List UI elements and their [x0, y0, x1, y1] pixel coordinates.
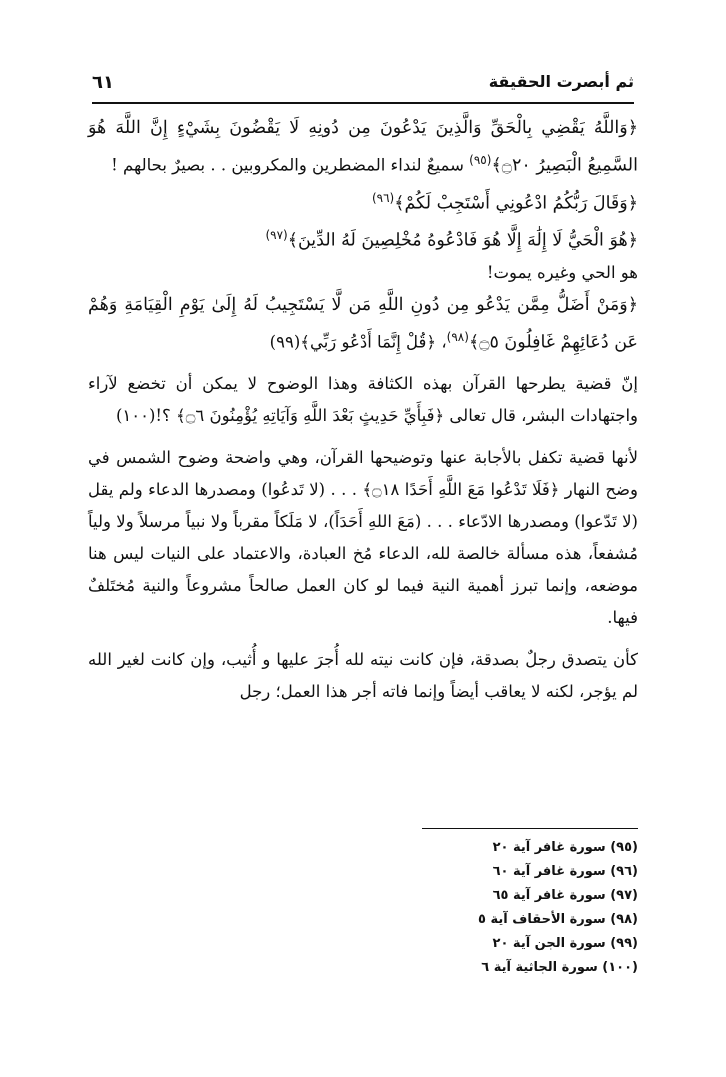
page-number: ٦١: [92, 72, 114, 93]
footnote-reference[interactable]: (٩٨): [446, 329, 469, 344]
paragraph-gap: [88, 358, 638, 368]
quran-verse: ﴿هُوَ الْحَيُّ لَا إِلَٰهَ إِلَّا هُوَ فَادْعُوهُ مُخْلِصِينَ لَهُ الدِّينَ﴾: [287, 230, 638, 251]
verse-paragraph: [88, 219, 638, 257]
paragraph-gap: [88, 634, 638, 644]
header-divider: [92, 102, 634, 104]
paragraph-tail-text: ، ﴿قُلْ إِنَّمَا أَدْعُو رَبِّي﴾(٩٩): [269, 332, 447, 351]
footnote-item: (٩٥) سورة غافر آية ٢٠: [492, 840, 638, 855]
footnote-reference[interactable]: (٩٦): [371, 190, 395, 205]
footnote-item: (٩٦) سورة غافر آية ٦٠: [492, 864, 638, 879]
paragraph-text: هو الحي وغيره يموت!: [486, 262, 638, 282]
footnote-item: (٩٧) سورة غافر آية ٦٥: [492, 888, 638, 903]
quran-verse: ﴿وَمَنْ أَضَلُّ مِمَّن يَدْعُو مِن دُونِ اللَّهِ مَن لَّا يَسْتَجِيبُ لَهُ إِلَىٰ يَوْمِ الْقِيَامَةِ وَهُمْ عَن دُعَائِهِمْ غَافِلُونَ ۝٥﴾: [88, 294, 638, 352]
paragraph-text: لأنها قضية تكفل بالأجابة عنها وتوضيحها القرآن، وهي واضحة وضوح الشمس في وضح النهار ﴿فَلَا تَدْعُوا مَعَ اللَّهِ أَحَدًا ۝١٨﴾ . . . (لا تَدعُوا) ومصدرها الدعاء ولم يقل (لا تَدّعوا) ومصدرها الادّعاء . . . (مَعَ اللهِ أَحَدَاً)، لا مَلَكاً مقرباً ولا نبياً مرسلاً ولا ولياً مُشفعاً، هذه مسألة خالصة لله، الدعاء مُخ العبادة، والاعتماد على النيات ليس هنا موضعه، وإنما تبرز أهمية النية فيما لو كان العمل صالحاً مشروعاً والنية مُختَلفٌ فيها.: [88, 448, 639, 627]
book-title: ثم أبصرت الحقيقة: [488, 72, 634, 91]
verse-paragraph: [88, 289, 638, 359]
paragraph-text: كأن يتصدق رجلٌ بصدقة، فإن كانت نيته لله أُجرَ عليها و أُثيب، وإن كانت لغير الله لم يؤجر، لكنه لا يعاقب أيضاً وإنما فاته أجر هذا العمل؛ رجل: [88, 650, 638, 701]
paragraph-tail-text: سميعٌ لنداء المضطرين والمكروبين . . بصيرٌ بحالهم !: [111, 155, 470, 175]
verse-paragraph: [88, 182, 638, 220]
footnote-divider: [422, 828, 638, 829]
footnote-item: (٩٩) سورة الجن آية ٢٠: [492, 936, 638, 951]
main-text: [88, 112, 638, 708]
text-paragraph: [88, 644, 638, 708]
footnotes: [378, 836, 638, 980]
verse-paragraph: [88, 112, 638, 182]
paragraph-text: إنّ قضية يطرحها القرآن بهذه الكثافة وهذا الوضوح لا يمكن أن تخضع لآراء واجتهادات البشر، قال تعالى ﴿فَبِأَيِّ حَدِيثٍ بَعْدَ اللَّهِ وَآيَاتِهِ يُؤْمِنُونَ ۝٦﴾ ؟!(١٠٠): [88, 374, 638, 425]
footnote-item: (١٠٠) سورة الجاثية آية ٦: [481, 960, 638, 975]
text-paragraph: [88, 442, 638, 634]
paragraph-gap: [88, 432, 638, 442]
footnote-item: (٩٨) سورة الأحقاف آية ٥: [478, 912, 638, 927]
quran-verse: ﴿وَاللَّهُ يَقْضِي بِالْحَقِّ وَالَّذِينَ يَدْعُونَ مِن دُونِهِ لَا يَقْضُونَ بِشَيْءٍ إِنَّ اللَّهَ هُوَ السَّمِيعُ الْبَصِيرُ ۝٢٠﴾: [88, 118, 638, 176]
footnote-reference[interactable]: (٩٥): [469, 153, 492, 167]
text-paragraph: [88, 368, 638, 432]
quran-verse: ﴿وَقَالَ رَبُّكُمُ ادْعُونِي أَسْتَجِبْ لَكُمْ﴾: [394, 193, 638, 213]
footnote-reference[interactable]: (٩٧): [265, 228, 288, 242]
text-paragraph: [88, 257, 638, 289]
running-header: [92, 72, 634, 98]
